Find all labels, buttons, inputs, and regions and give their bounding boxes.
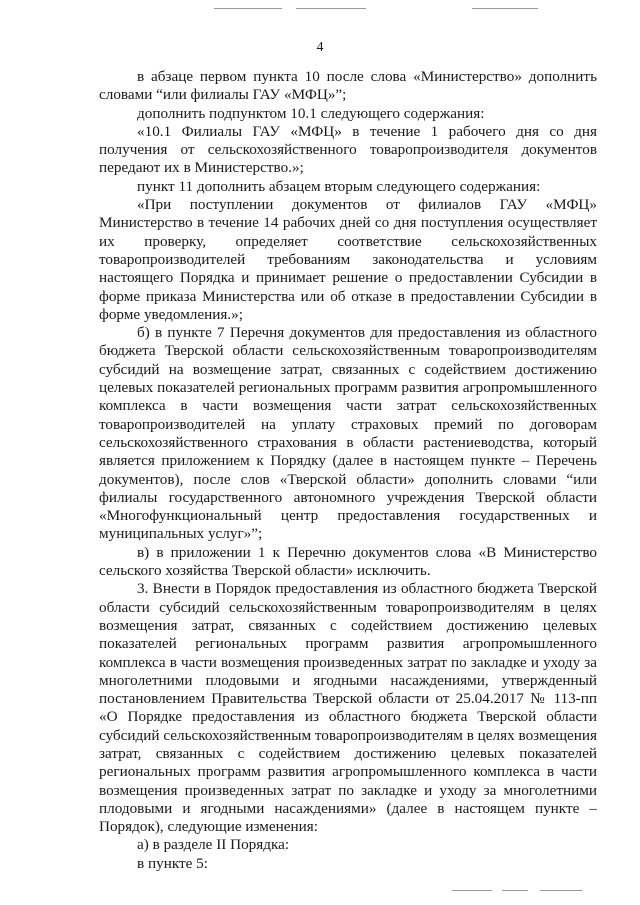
paragraph-v: в) в приложении 1 к Перечню документов слова «В Министерство сельского хозяйства Тверской области» исключить. bbox=[99, 543, 597, 580]
paragraph-add-subitem: дополнить подпунктом 10.1 следующего содержания: bbox=[137, 104, 485, 122]
scan-artifact-bottom-2 bbox=[502, 890, 528, 891]
scan-artifact-bottom-1 bbox=[452, 890, 492, 891]
document-body bbox=[99, 68, 597, 873]
page-number: 4 bbox=[316, 40, 324, 55]
paragraph-item-11-text: «При поступлении документов от филиалов ГАУ «МФЦ» Министерство в течение 14 рабочих дней со дня поступления осуществляет их проверку, определяет соответствие сельскохозяйственных товаропроизводителей требованиям законодательства и условиям настоящего Порядка и принимает решение о предоставлении Субсидии в форме приказа Министерства или об отказе в предоставлении Субсидии в форме уведомления.»; bbox=[99, 196, 597, 323]
paragraph-a-section-2: а) в разделе II Порядка: bbox=[137, 836, 290, 854]
paragraph-b: б) в пункте 7 Перечня документов для предоставления из областного бюджета Тверской области сельскохозяйственным товаропроизводителям субсидий на возмещение затрат, связанных с содействием достижению целевых показателей региональных программ развития агропромышленного комплекса в части возмещения части затрат сельскохозяйственных товаропроизводителей на уплату страховых премий по договорам сельскохозяйственного страхования в области растениеводства, который является приложением к Порядку (далее в настоящем пункте – Перечень документов), после слов «Тверской области» дополнить словами “или филиалы государственного автономного учреждения Тверской области «Многофункциональный центр предоставления государственных и муниципальных услуг»”; bbox=[99, 324, 597, 543]
paragraph-10-addition: в абзаце первом пункта 10 после слова «Министерство» дополнить словами “или филиалы ГАУ «МФЦ»”; bbox=[99, 68, 597, 104]
paragraph-item-11: пункт 11 дополнить абзацем вторым следующего содержания: bbox=[137, 177, 541, 195]
paragraph-section-3: 3. Внести в Порядок предоставления из областного бюджета Тверской области субсидий сельскохозяйственным товаропроизводителям в целях возмещения затрат, связанных с содействием достижению целевых показателей региональных программ развития агропромышленного комплекса в части возмещения произведенных затрат по закладке и уходу за многолетними плодовыми и ягодными насаждениями, утвержденный постановлением Правительства Тверской области от 25.04.2017 № 113-пп «О Порядке предоставления из областного бюджета Тверской области субсидий сельскохозяйственным товаропроизводителям в целях возмещения затрат, связанных с содействием достижению целевых показателей региональных программ развития агропромышленного комплекса в части возмещения произведенных затрат по закладке и уходу за многолетними плодовыми и ягодными насаждениями» (далее в настоящем пункте – Порядок), следующие изменения: bbox=[99, 580, 597, 836]
paragraph-subitem-10-1: «10.1 Филиалы ГАУ «МФЦ» в течение 1 рабочего дня со дня получения от сельскохозяйственного товаропроизводителя документов передают их в Министерство.»; bbox=[99, 122, 597, 177]
scan-artifact-top-3 bbox=[472, 8, 538, 9]
scan-artifact-bottom-3 bbox=[540, 890, 582, 891]
scan-artifact-top-2 bbox=[296, 8, 366, 9]
paragraph-item-5: в пункте 5: bbox=[137, 854, 208, 872]
scan-artifact-top-1 bbox=[214, 8, 282, 9]
